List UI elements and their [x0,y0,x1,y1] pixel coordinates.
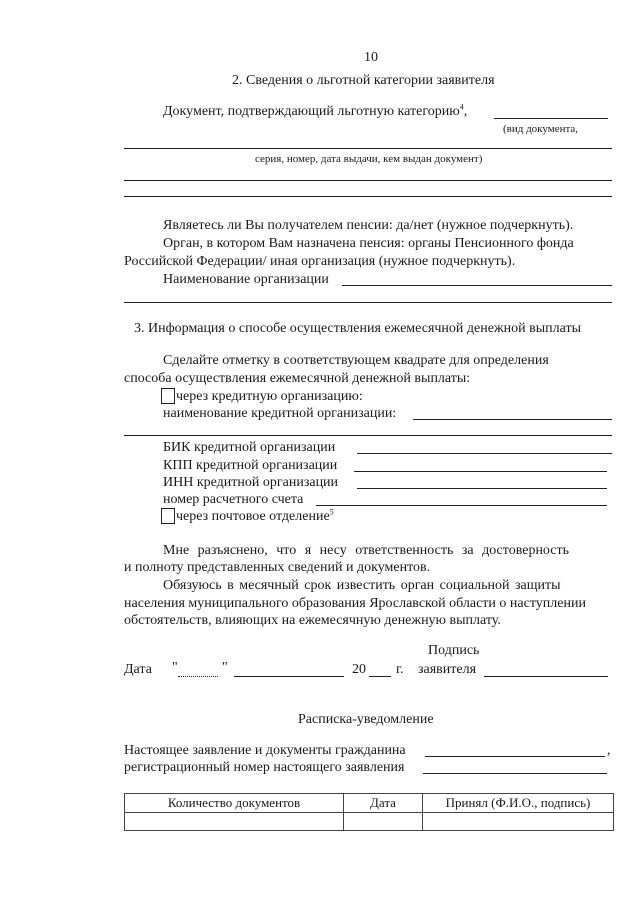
doc-hint-1: (вид документа, [503,123,579,135]
sign-label-2: заявителя [418,662,477,677]
kpp-label: КПП кредитной организации [163,458,338,473]
org-name-field-2[interactable] [124,302,612,303]
post-option-text: через почтовое отделение [176,509,330,524]
section2-title: 2. Сведения о льготной категории заявителя [232,73,495,88]
credit-org-name-field[interactable] [413,419,612,420]
date-label: Дата [124,662,152,677]
org-name-label: Наименование организации [163,272,329,287]
sign-label-1: Подпись [428,643,480,658]
citizen-name-field[interactable] [425,756,605,757]
cell-doc-count[interactable] [125,813,344,831]
year-field[interactable] [369,676,391,677]
cell-accepted-by[interactable] [423,813,614,831]
obligation-3: обстоятельств, влияющих на ежемесячную денежную выплату. [124,613,501,628]
obligation-2: населения муниципального образования Ярославской области о наступлении [124,596,586,611]
account-field[interactable] [316,505,607,506]
quote-open: " [172,660,178,675]
cell-date[interactable] [344,813,423,831]
bik-field[interactable] [357,453,612,454]
account-label: номер расчетного счета [163,492,304,507]
credit-org-name-field-2[interactable] [124,435,612,436]
obligation-1: Обязуюсь в месячный срок известить орган социальной защиты [163,578,561,593]
kpp-field[interactable] [354,471,607,472]
receipt-line-1: Настоящее заявление и документы гражданина [124,743,406,758]
receipt-table [124,793,614,831]
bik-label: БИК кредитной организации [163,440,336,455]
registration-number-field[interactable] [423,773,607,774]
responsibility-1: Мне разъяснено, что я несу ответственность за достоверность [163,543,569,558]
pension-org-2: Российской Федерации/ иная организация (нужное подчеркнуть). [124,254,516,269]
credit-org-checkbox[interactable] [161,388,175,404]
quote-close: " [222,660,228,675]
section3-intro-2: способа осуществления ежемесячной денежной выплаты: [124,371,471,386]
responsibility-2: и полноту представленных сведений и документов. [124,560,431,575]
signature-field[interactable] [484,676,608,677]
section3-intro-1: Сделайте отметку в соответствующем квадрате для определения [163,353,549,368]
doc-label-text: Документ, подтверждающий льготную категорию [163,104,460,119]
doc-details-field-2[interactable] [124,180,612,181]
header-date: Дата [344,794,423,813]
doc-type-field[interactable] [494,118,608,119]
header-accepted-by: Принял (Ф.И.О., подпись) [423,794,614,813]
post-office-checkbox[interactable] [161,508,175,524]
pension-question: Являетесь ли Вы получателем пенсии: да/нет (нужное подчеркнуть). [163,218,574,233]
footnote-5: 5 [329,507,334,517]
receipt-table-header [125,794,614,813]
year-suffix: г. [396,662,404,677]
receipt-title: Расписка-уведомление [298,712,434,727]
inn-field[interactable] [357,488,607,489]
header-doc-count: Количество документов [125,794,344,813]
year-prefix: 20 [352,662,366,677]
receipt-line-1-end: , [607,743,611,758]
pension-org-1: Орган, в котором Вам назначена пенсия: органы Пенсионного фонда [163,236,574,251]
org-name-field[interactable] [342,285,612,286]
section3-title: 3. Информация о способе осуществления ежемесячной денежной выплаты [134,321,581,336]
receipt-line-2: регистрационный номер настоящего заявления [124,760,405,775]
footnote-4: 4 [459,102,464,112]
table-row [125,813,614,831]
credit-org-name-label: наименование кредитной организации: [163,406,397,421]
doc-label: Документ, подтверждающий льготную категорию$^4$, [163,102,468,119]
post-option [176,509,334,525]
doc-details-field[interactable] [124,148,612,149]
doc-hint-2: серия, номер, дата выдачи, кем выдан документ) [255,153,483,165]
doc-details-field-3[interactable] [124,196,612,197]
inn-label: ИНН кредитной организации [163,475,339,490]
credit-org-option: через кредитную организацию: [176,389,363,404]
day-field[interactable] [178,676,218,677]
page-number: 10 [364,50,378,65]
month-field[interactable] [234,676,344,677]
